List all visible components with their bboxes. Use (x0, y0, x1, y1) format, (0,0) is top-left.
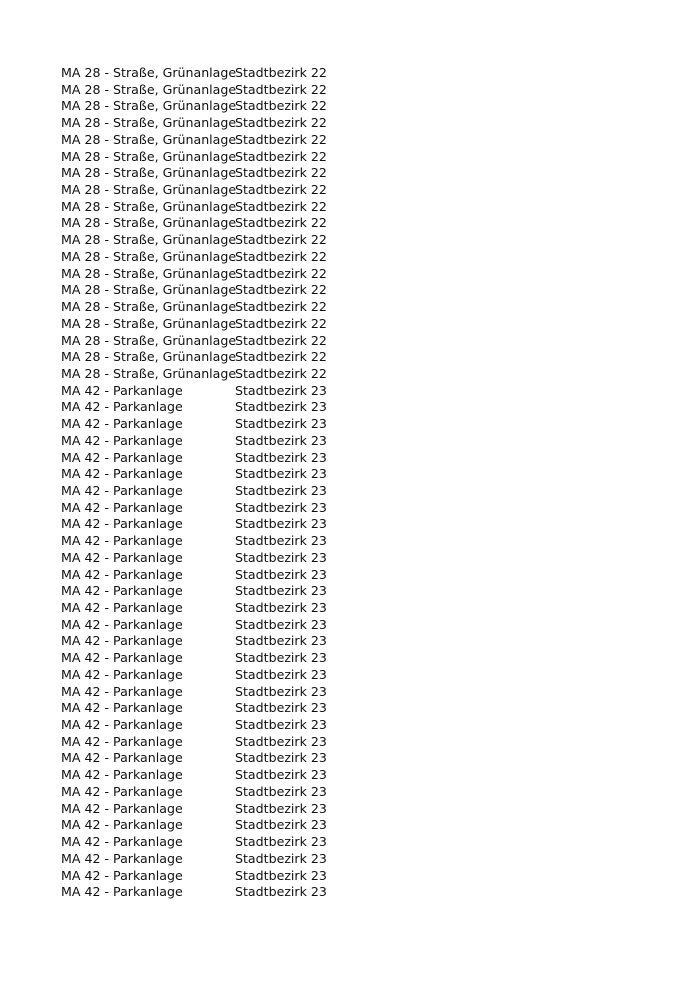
department-cell: MA 42 - Parkanlage (61, 683, 183, 699)
department-cell: MA 42 - Parkanlage (61, 650, 183, 666)
table-row (61, 266, 355, 283)
district-cell: Stadtbezirk 23 (235, 783, 327, 799)
district-cell: Stadtbezirk 23 (235, 382, 327, 398)
district-cell: Stadtbezirk 23 (235, 600, 327, 615)
district-cell: Stadtbezirk 22 (235, 232, 327, 248)
table-row (61, 801, 355, 818)
district-cell: Stadtbezirk 22 (235, 315, 327, 331)
department-cell: MA 42 - Parkanlage (61, 449, 183, 465)
table-row (61, 700, 355, 717)
table-row (61, 450, 355, 467)
district-cell: Stadtbezirk 23 (235, 466, 327, 482)
department-cell: MA 42 - Parkanlage (61, 800, 183, 816)
district-cell: Stadtbezirk 23 (235, 583, 327, 599)
district-cell: Stadtbezirk 23 (235, 800, 327, 816)
district-cell: Stadtbezirk 22 (235, 282, 327, 298)
table-row (61, 165, 355, 182)
department-cell: MA 28 - Straße, Grünanlage (61, 232, 237, 248)
district-cell: Stadtbezirk 22 (235, 165, 327, 181)
department-cell: MA 28 - Straße, Grünanlage (61, 299, 237, 315)
table-row (61, 583, 355, 600)
district-cell: Stadtbezirk 22 (235, 365, 327, 381)
department-cell: MA 28 - Straße, Grünanlage (61, 282, 237, 298)
department-cell: MA 42 - Parkanlage (61, 416, 183, 432)
district-cell: Stadtbezirk 23 (235, 499, 327, 515)
table-row (61, 684, 355, 701)
district-cell: Stadtbezirk 23 (235, 416, 327, 432)
department-cell: MA 42 - Parkanlage (61, 834, 183, 850)
table-row (61, 533, 355, 550)
table-row (61, 667, 355, 684)
district-cell: Stadtbezirk 23 (235, 549, 327, 565)
department-cell: MA 28 - Straße, Grünanlage (61, 215, 237, 231)
district-cell: Stadtbezirk 23 (235, 834, 327, 850)
table-row (61, 717, 355, 734)
department-cell: MA 28 - Straße, Grünanlage (61, 365, 237, 381)
department-cell: MA 42 - Parkanlage (61, 382, 183, 398)
table-row (61, 132, 355, 149)
district-cell: Stadtbezirk 23 (235, 666, 327, 682)
department-cell: MA 42 - Parkanlage (61, 817, 183, 833)
department-cell: MA 42 - Parkanlage (61, 466, 183, 482)
district-cell: Stadtbezirk 23 (235, 432, 327, 448)
district-cell: Stadtbezirk 22 (235, 65, 327, 80)
table-row (61, 466, 355, 483)
department-cell: MA 28 - Straße, Grünanlage (61, 332, 237, 348)
district-cell: Stadtbezirk 22 (235, 299, 327, 315)
table-row (61, 750, 355, 767)
table-row (61, 416, 355, 433)
table-row (61, 600, 355, 617)
district-cell: Stadtbezirk 23 (235, 516, 327, 532)
department-cell: MA 42 - Parkanlage (61, 482, 183, 498)
table-row (61, 366, 355, 383)
table-row (61, 249, 355, 266)
department-cell: MA 28 - Straße, Grünanlage (61, 148, 237, 164)
department-cell: MA 42 - Parkanlage (61, 700, 183, 716)
district-cell: Stadtbezirk 23 (235, 717, 327, 733)
table-row (61, 316, 355, 333)
department-cell: MA 42 - Parkanlage (61, 600, 183, 615)
table-row (61, 82, 355, 99)
district-cell: Stadtbezirk 23 (235, 650, 327, 666)
district-cell: Stadtbezirk 23 (235, 482, 327, 498)
district-cell: Stadtbezirk 23 (235, 850, 327, 866)
table-row (61, 834, 355, 851)
department-cell: MA 28 - Straße, Grünanlage (61, 131, 237, 147)
table-row (61, 516, 355, 533)
district-cell: Stadtbezirk 23 (235, 683, 327, 699)
department-cell: MA 42 - Parkanlage (61, 884, 183, 900)
department-cell: MA 42 - Parkanlage (61, 733, 183, 749)
table-row (61, 650, 355, 667)
table-row (61, 483, 355, 500)
table-row (61, 349, 355, 366)
table-row (61, 215, 355, 232)
district-cell: Stadtbezirk 23 (235, 700, 327, 716)
district-cell: Stadtbezirk 22 (235, 198, 327, 214)
table-row (61, 98, 355, 115)
department-cell: MA 42 - Parkanlage (61, 616, 183, 632)
district-cell: Stadtbezirk 23 (235, 817, 327, 833)
department-cell: MA 42 - Parkanlage (61, 666, 183, 682)
department-cell: MA 28 - Straße, Grünanlage (61, 165, 237, 181)
district-cell: Stadtbezirk 22 (235, 182, 327, 198)
department-cell: MA 42 - Parkanlage (61, 516, 183, 532)
department-cell: MA 42 - Parkanlage (61, 533, 183, 549)
district-cell: Stadtbezirk 22 (235, 115, 327, 131)
district-cell: Stadtbezirk 23 (235, 399, 327, 415)
department-cell: MA 28 - Straße, Grünanlage (61, 65, 237, 80)
table-row (61, 182, 355, 199)
department-cell: MA 42 - Parkanlage (61, 432, 183, 448)
district-cell: Stadtbezirk 23 (235, 884, 327, 900)
district-cell: Stadtbezirk 23 (235, 750, 327, 766)
department-cell: MA 42 - Parkanlage (61, 566, 183, 582)
table-row (61, 282, 355, 299)
department-cell: MA 42 - Parkanlage (61, 717, 183, 733)
district-cell: Stadtbezirk 22 (235, 332, 327, 348)
department-cell: MA 28 - Straße, Grünanlage (61, 315, 237, 331)
department-cell: MA 28 - Straße, Grünanlage (61, 98, 237, 114)
district-cell: Stadtbezirk 23 (235, 449, 327, 465)
department-cell: MA 28 - Straße, Grünanlage (61, 248, 237, 264)
table-row (61, 767, 355, 784)
district-cell: Stadtbezirk 22 (235, 349, 327, 365)
department-cell: MA 28 - Straße, Grünanlage (61, 265, 237, 281)
district-cell: Stadtbezirk 22 (235, 265, 327, 281)
district-cell: Stadtbezirk 22 (235, 215, 327, 231)
table-row (61, 817, 355, 834)
department-cell: MA 28 - Straße, Grünanlage (61, 182, 237, 198)
table-row (61, 232, 355, 249)
district-cell: Stadtbezirk 23 (235, 867, 327, 883)
table-row (61, 149, 355, 166)
department-cell: MA 42 - Parkanlage (61, 767, 183, 783)
district-cell: Stadtbezirk 23 (235, 566, 327, 582)
table-row (61, 399, 355, 416)
table-row (61, 115, 355, 132)
department-cell: MA 42 - Parkanlage (61, 850, 183, 866)
table-row (61, 500, 355, 517)
district-cell: Stadtbezirk 23 (235, 633, 327, 649)
table-row (61, 884, 355, 901)
district-cell: Stadtbezirk 22 (235, 148, 327, 164)
table-row (61, 868, 355, 885)
district-cell: Stadtbezirk 22 (235, 131, 327, 147)
district-cell: Stadtbezirk 22 (235, 98, 327, 114)
department-cell: MA 42 - Parkanlage (61, 750, 183, 766)
department-cell: MA 42 - Parkanlage (61, 399, 183, 415)
department-cell: MA 28 - Straße, Grünanlage (61, 349, 237, 365)
table-row (61, 851, 355, 868)
data-table (61, 65, 355, 901)
table-row (61, 299, 355, 316)
department-cell: MA 42 - Parkanlage (61, 549, 183, 565)
department-cell: MA 42 - Parkanlage (61, 583, 183, 599)
department-cell: MA 28 - Straße, Grünanlage (61, 81, 237, 97)
district-cell: Stadtbezirk 23 (235, 767, 327, 783)
department-cell: MA 42 - Parkanlage (61, 783, 183, 799)
table-row (61, 567, 355, 584)
table-row (61, 433, 355, 450)
district-cell: Stadtbezirk 22 (235, 248, 327, 264)
table-row (61, 199, 355, 216)
department-cell: MA 42 - Parkanlage (61, 867, 183, 883)
table-row (61, 550, 355, 567)
table-row (61, 333, 355, 350)
table-row (61, 383, 355, 400)
table-row (61, 617, 355, 634)
district-cell: Stadtbezirk 23 (235, 616, 327, 632)
department-cell: MA 28 - Straße, Grünanlage (61, 198, 237, 214)
district-cell: Stadtbezirk 23 (235, 733, 327, 749)
table-row (61, 734, 355, 751)
district-cell: Stadtbezirk 23 (235, 533, 327, 549)
district-cell: Stadtbezirk 22 (235, 81, 327, 97)
department-cell: MA 42 - Parkanlage (61, 499, 183, 515)
table-row (61, 784, 355, 801)
table-row (61, 65, 355, 82)
table-row (61, 633, 355, 650)
department-cell: MA 42 - Parkanlage (61, 633, 183, 649)
department-cell: MA 28 - Straße, Grünanlage (61, 115, 237, 131)
